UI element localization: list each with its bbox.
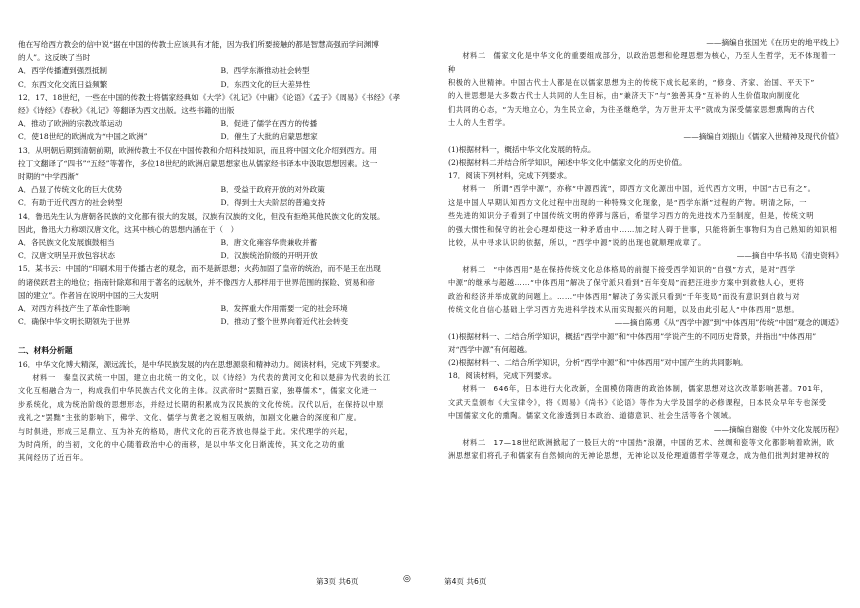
material-line: 文化互相融合为一，构成我们中华民族古代文化的主体。汉武帝时“罢黜百家，独尊儒术”，儒家文化进一 [18,386,378,396]
material-line: 步系统化，成为统治阶级的思想形态，并经过长期的积累成为汉民族的文化传统。汉代以后，在保持以中原 [18,399,385,409]
section-title: 二、材料分析题 [18,346,73,356]
material-line: 戎礼之“罢黜”主张的影响下，佛学、文化、儒学与黄老之说相互吸纳，加剧文化融合的深度和广度。 [18,413,362,423]
q17-stem: 17．阅读下列材料，完成下列要求。 [448,171,572,181]
material-line: 与时俱进，形成三足鼎立、互为补充的格局，唐代文化的百花齐放也得益于此。宋代理学的兴起， [18,426,353,436]
material-line: 材料一 所谓“西学中源”，亦称“中源西流”，即西方文化源出中国，近代西方文明，中国“古已有之”。 [462,184,816,194]
option: D．得到士大夫阶层的普遍支持 [220,198,326,208]
q17-requirement: (1)根据材料一、二结合所学知识，概括“西学中源”和“中体西用”学说产生的不同历史背景，并指出“中体西用” [448,331,817,341]
left-column [18,38,413,465]
source-citation: ——摘自中华书局《清史资料》 [736,251,843,261]
q16-material-1 [18,371,413,465]
q13-stem: 13．从明朝后期到清朝前期，欧洲传教士不仅在中国传教和介绍科技知识，而且将中国文化介绍到西方。用 [18,145,377,155]
material-line: 士人的人生哲学。 [448,118,511,128]
material-line: 材料一 秦皇汉武统一中国，建立由北统一的文化，以《诗经》为代表的黄河文化和以楚辞为代表的长江 [32,372,391,382]
option: A．推动了欧洲的宗教改革运动 [18,119,123,129]
center-mark-icon: ◎ [403,574,411,584]
q17-requirement: (2)根据材料一、二结合所学知识，分析“西学中源”和“中体西用”对中国产生的共同影响。 [448,357,748,367]
q13-options [18,183,413,209]
source-citation: ——摘编自张国光《在历史的地平线上》 [706,38,843,47]
material-line: 材料一 646年，日本进行大化改新，全面模仿隋唐的政治体制，儒家思想对这次改革影响甚著。701年， [462,384,829,394]
option: B．受益于政府开放的对外政策 [220,185,325,195]
option: D．推动了整个世界向着近代社会转变 [220,317,349,327]
q14-stem: 14．鲁迅先生认为唐朝各民族的文化都有很大的发展，汉族有汉族的文化，但没有拒绝其他民族文化的发展。 [18,211,385,221]
q16-requirement: (2)根据材料二并结合所学知识，阐述中华文化中儒家文化的历史价值。 [448,158,687,168]
source-citation: ——摘编自刘振山《儒家入世精神及现代价值》 [683,131,843,141]
option: B．发挥重大作用需要一定的社会环境 [220,304,348,314]
page-number-right: 第4页 共6页 [444,577,487,586]
option: B．西学东渐推动社会转型 [220,66,310,76]
option: D．东西文化的巨大差异性 [220,79,311,89]
right-column [448,38,843,463]
material-line: 比较，从中寻求认识的依据，所以，“西学中源”说的出现也就顺理成章了。 [448,238,706,248]
q12-options [18,117,413,143]
q13-stem: 拉丁文翻译了“四书”“五经”等著作，多位18世纪的欧洲启蒙思想家也从儒家经书译本中汲取思想因素。这一 [18,158,378,168]
source-citation: ——摘编自谢俊《中外文化发展历程》 [713,424,843,434]
option: C．有助于近代西方的社会转型 [18,198,123,208]
option: D．汉族统治阶级的开明开放 [220,251,318,261]
q18-material-2 [448,436,843,463]
source-citation: ——摘自陈勇《从“西学中源”到“中体西用”传统“中国”观念的调适》 [614,318,843,328]
q14-options [18,236,413,262]
material-line: 材料二 17—18世纪欧洲掀起了一股巨大的“中国热”浪潮，中国的艺术、丝绸和瓷等文化都影响着欧洲，欧 [462,437,835,447]
option: A．西学传播遭到强烈抵制 [18,66,108,76]
material-line: 的强大惯性和保守的社会心理却使这一种矛盾由中……加之时人碍于世事，只能将新生事物归为自己熟知的知识相 [448,224,838,234]
material-line: 中源”的继承与超越……“中体西用”解决了保守派只看到“百年变局”而把汪进步方案中到救他人心，更将 [448,278,805,288]
option: A．各民族文化发展旗鼓相当 [18,238,115,248]
q18-material-1 [448,382,843,422]
option: A．凸显了传统文化的巨大优势 [18,185,123,195]
q15-stem: 15．某书云：中国的“印刷术用于传播古老的观念，而不是新思想；火药加固了皇帝的统治，而不是王在出现 [18,264,381,274]
q12-stem: 12．17、18世纪，一些在中国的传教士将儒家经典如《大学》《礼记》《中庸》《论语》《孟子》《周易》《书经》《孝 [18,92,401,102]
q15-stem: 的诸侯跃君主的地位；指南针除郑和用于著名的远航外，并不像西方人那样用于世界范围的探险、贸易和帝 [18,277,375,287]
material-line: 的入世思想是大多数古代士人共同的人生目标，由“兼济天下”与“独善其身”互补的人生价值取向制度化 [448,91,801,101]
material-line: 积极的入世精神。中国古代士人都是在以儒家思想为主的传统下成长起来的，“修身、齐家、治国、平天下” [448,78,815,88]
material-line: 们共同的心态，“为天地立心，为生民立命，为往圣继绝学，为万世开太平”就成为深受儒家思想熏陶的古代 [448,104,815,114]
q18-stem: 18．阅读材料，完成下列要求。 [448,371,557,381]
q11-options [18,64,413,90]
material-line: 为时尚所，的当初，文化的中心随着政治中心的南移，是以中华文化日渐流传，其文化之功的重 [18,439,346,449]
intro-line: 他在写给西方教会的信中说“据在中国的传教士应该具有才能，因为我们所要接触的都是智慧高强而学问渊博 [18,40,379,49]
option: B．唐文化雍容华贵兼收并蓄 [220,238,318,248]
material-line: 材料二 儒家文化是中华文化的重要组成部分，以政治思想和伦理思想为核心，乃至人生哲学，无不体现着一种 [448,51,837,74]
material-line: 文武天皇颁布《大宝律令》，将《周易》《尚书》《论语》等作为大学及国学的必修课程，日本民众早年专也深受 [448,397,827,407]
material-line: 传统文化自信心基础上学习西方先进科学技术从而实现振兴的问题，以及由此引起人“中体西用”思想。 [448,304,800,314]
option: C．确保中华文明长期领先于世界 [18,317,131,327]
material-line: 政治和经济并举成就的问题上。……“中体西用”解决了务实派只看到“千年变局”而没有意识到自救与对 [448,291,801,301]
material-line: 中国儒家文化的熏陶。儒家文化渗透到日本政治、道德意识、社会生活等各个领域。 [448,411,737,421]
option: D．催生了大批的启蒙思想家 [220,132,318,142]
q16-material-2 [448,49,843,129]
option: C．东西文化交流日益频繁 [18,79,108,89]
page-number-left: 第3页 共6页 [316,577,359,586]
q15-options [18,302,413,328]
option: C．使18世纪的欧洲成为“中国之欧洲” [18,132,148,142]
q17-material-1 [448,182,843,249]
q16-requirement: (1)根据材料一，概括中华文化发展的特点。 [448,144,596,154]
material-line: 这是中国人早期认知西方文化过程中出现的一种特殊文化现象，是“西学东渐”过程的产物。明清之际，一 [448,197,808,207]
q15-stem: 国的建立”。作者旨在说明中国的三大发明 [18,290,159,300]
material-line: 些先进的知识分子看到了中国传统文明的停滞与落后，希望学习西方的先进技术乃至制度，但是，传统文明 [448,211,815,221]
option: A．对西方科技产生了革命性影响 [18,304,130,314]
material-line: 其间经历了近百年。 [18,453,89,463]
option: C．汉唐文明呈开放包容状态 [18,251,115,261]
option: B．促进了儒学在西方的传播 [220,119,318,129]
material-line: 洲思想家们将孔子和儒家有自然倾向的无神论思想，无神论以及伦理道德哲学等观念，成为他们批判封建神权的 [448,451,830,461]
q17-requirement: 对“西学中源”有何超越。 [448,344,532,354]
q17-material-2 [448,263,843,317]
material-line: 材料二 “中体西用”是在保持传统文化总体格局的前提下接受西学知识的“自强”方式，是对“西学 [462,264,796,274]
q13-stem: 时期的“中学西渐” [18,172,79,182]
q14-stem: 因此，鲁迅大力称颂汉唐文化，这其中核心的思想内涵在于（ ） [18,224,239,234]
q16-stem: 16．中华文化博大精深，源远流长，是中华民族发展的内在思想源泉和精神动力。阅读材料，完成下列要求。 [18,359,385,369]
q12-stem: 经》《诗经》《春秋》《礼记》等翻译为西文出版。这些书籍的出版 [18,106,235,116]
intro-line: 的人”。这反映了当时 [18,53,91,63]
